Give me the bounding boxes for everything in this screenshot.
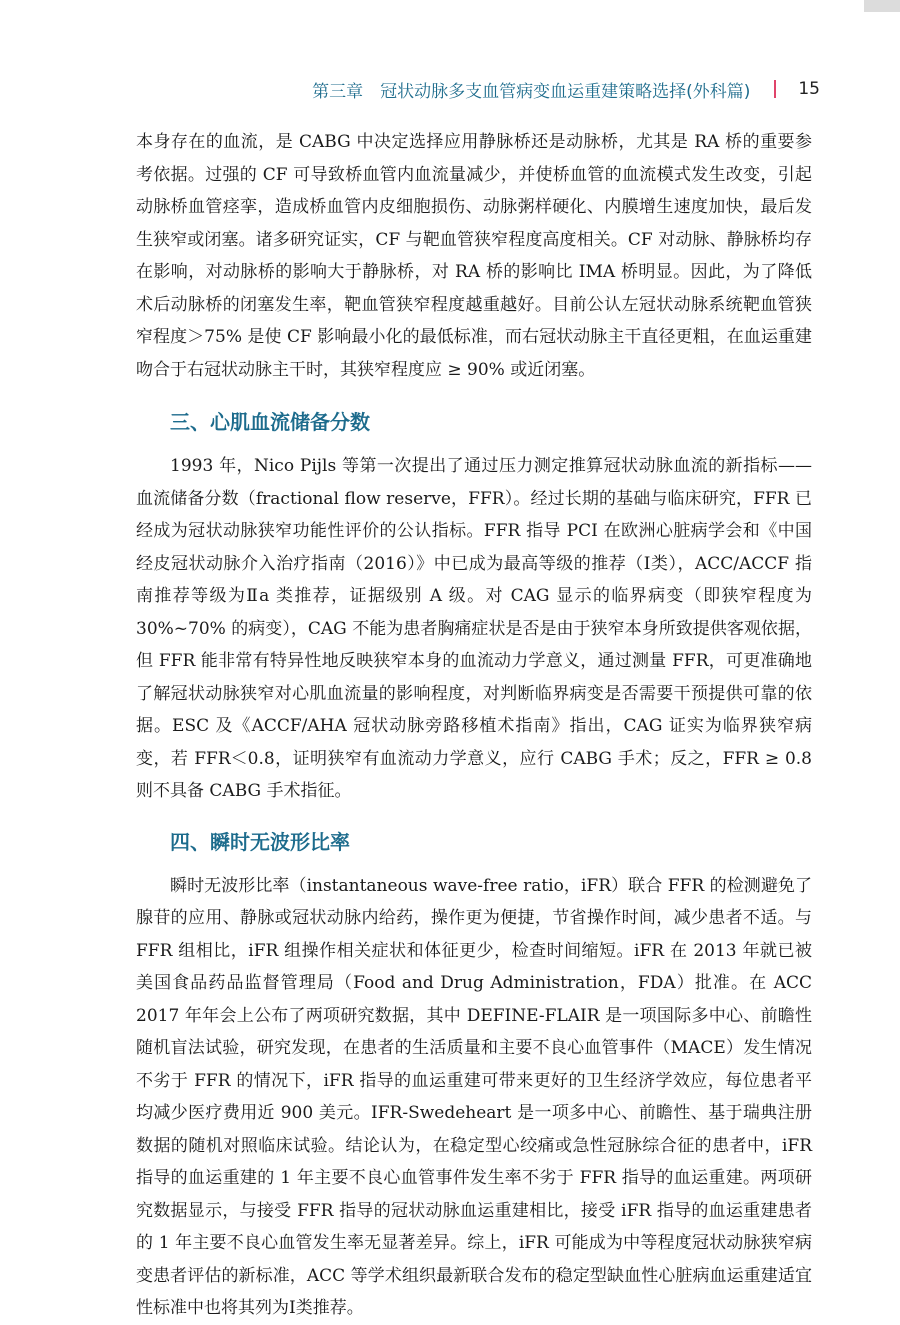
- page-body: [136, 126, 812, 1325]
- paragraph-continued: 本身存在的血流，是 CABG 中决定选择应用静脉桥还是动脉桥，尤其是 RA 桥的重要参考依据。过强的 CF 可导致桥血管内血流量减少，并使桥血管的血流模式发生改变，引起动脉桥血管痉挛，造成桥血管内皮细胞损伤、动脉粥样硬化、内膜增生速度加快，最后发生狭窄或闭塞。诸多研究证实，CF 与靶血管狭窄程度高度相关。CF 对动脉、静脉桥均存在影响，对动脉桥的影响大于静脉桥，对 RA 桥的影响比 IMA 桥明显。因此，为了降低术后动脉桥的闭塞发生率，靶血管狭窄程度越重越好。目前公认左冠状动脉系统靶血管狭窄程度＞75% 是使 CF 影响最小化的最低标准，而右冠状动脉主干直径更粗，在血运重建吻合于右冠状动脉主干时，其狭窄程度应 ≥ 90% 或近闭塞。: [136, 132, 812, 380]
- chapter-title: 第三章 冠状动脉多支血管病变血运重建策略选择(外科篇): [312, 81, 751, 102]
- page-number: 15: [798, 79, 820, 99]
- paragraph-ffr: 1993 年，Nico Pijls 等第一次提出了通过压力测定推算冠状动脉血流的新指标——血流储备分数（fractional flow reserve，FFR）。经过长期的基础与临床研究，FFR 已经成为冠状动脉狭窄功能性评价的公认指标。FFR 指导 PCI 在欧洲心脏病学会和《中国经皮冠状动脉介入治疗指南（2016）》中已成为最高等级的推荐（Ⅰ类），ACC/ACCF 指南推荐等级为Ⅱa 类推荐，证据级别 A 级。对 CAG 显示的临界病变（即狭窄程度为 30%~70% 的病变），CAG 不能为患者胸痛症状是否是由于狭窄本身所致提供客观依据，但 FFR 能非常有特异性地反映狭窄本身的血流动力学意义，通过测量 FFR，可更准确地了解冠状动脉狭窄对心肌血流量的影响程度，对判断临界病变是否需要干预提供可靠的依据。ESC 及《ACCF/AHA 冠状动脉旁路移植术指南》指出，CAG 证实为临界狭窄病变，若 FFR＜0.8，证明狭窄有血流动力学意义，应行 CABG 手术；反之，FFR ≥ 0.8 则不具备 CABG 手术指征。: [136, 456, 812, 801]
- paragraph-ifr: 瞬时无波形比率（instantaneous wave-free ratio，iFR）联合 FFR 的检测避免了腺苷的应用、静脉或冠状动脉内给药，操作更为便捷，节省操作时间，减少患者不适。与 FFR 组相比，iFR 组操作相关症状和体征更少，检查时间缩短。iFR 在 2013 年就已被美国食品药品监督管理局（Food and Drug Administration，FDA）批准。在 ACC 2017 年年会上公布了两项研究数据，其中 DEFINE-FLAIR 是一项国际多中心、前瞻性随机盲法试验，研究发现，在患者的生活质量和主要不良心血管事件（MACE）发生情况不劣于 FFR 的情况下，iFR 指导的血运重建可带来更好的卫生经济学效应，每位患者平均减少医疗费用近 900 美元。IFR-Swedeheart 是一项多中心、前瞻性、基于瑞典注册数据的随机对照临床试验。结论认为，在稳定型心绞痛或急性冠脉综合征的患者中，iFR 指导的血运重建的 1 年主要不良心血管事件发生率不劣于 FFR 指导的血运重建。两项研究数据显示，与接受 FFR 指导的冠状动脉血运重建相比，接受 iFR 指导的血运重建患者的 1 年主要不良心血管发生率无显著差异。综上，iFR 可能成为中等程度冠状动脉狭窄病变患者评估的新标准，ACC 等学术组织最新联合发布的稳定型缺血性心脏病血运重建适宜性标准中也将其列为Ⅰ类推荐。: [136, 875, 812, 1318]
- running-header: [60, 76, 820, 102]
- page-corner-mark: [864, 0, 900, 12]
- header-divider: [774, 80, 776, 98]
- section-heading-ffr: 三、心肌血流储备分数: [170, 410, 370, 434]
- section-heading-ifr: 四、瞬时无波形比率: [170, 829, 350, 854]
